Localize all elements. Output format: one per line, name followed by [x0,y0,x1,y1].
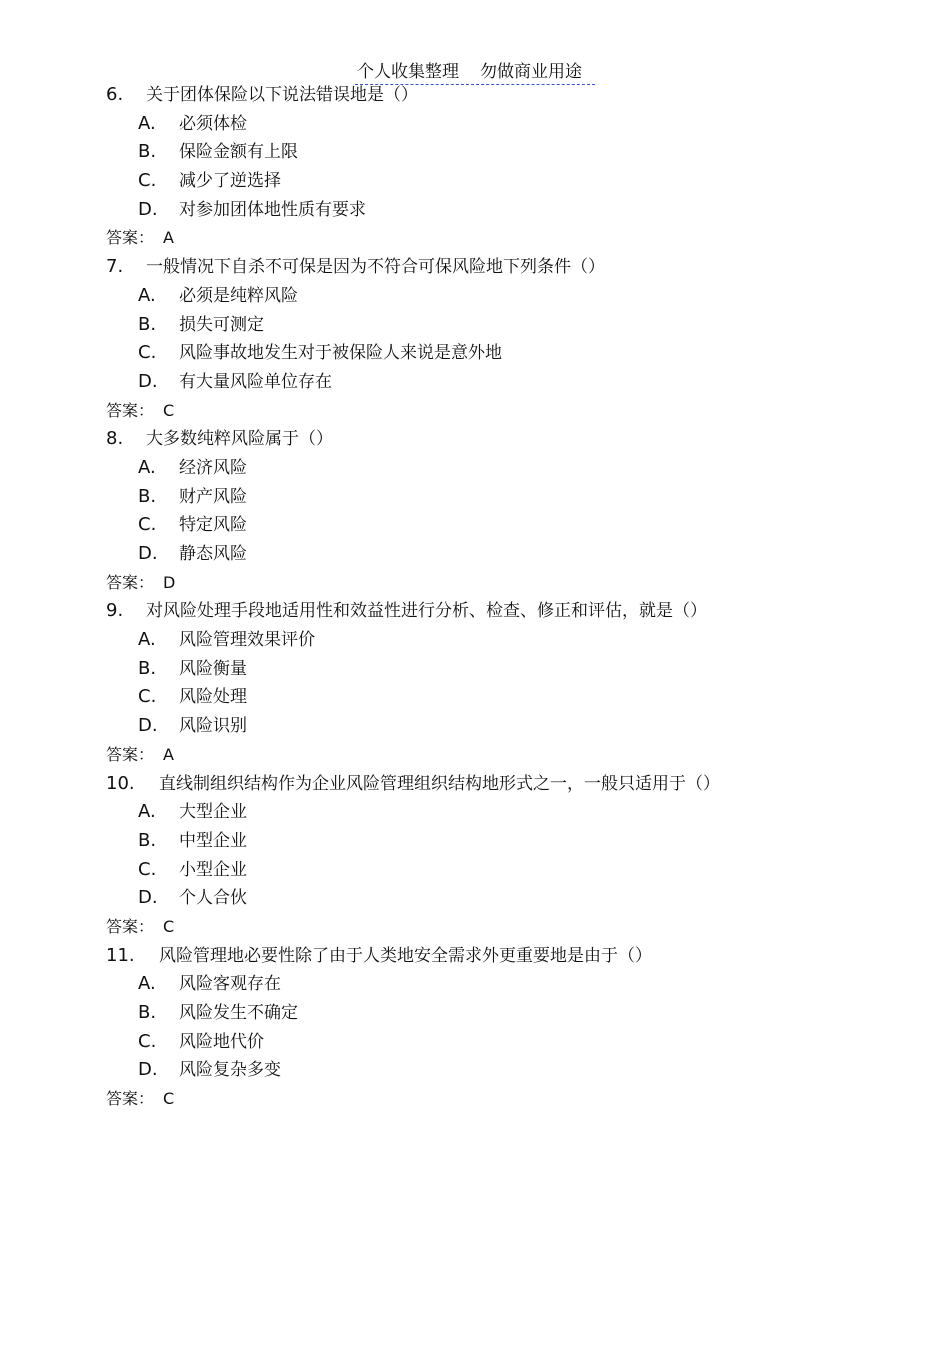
option-text: 损失可测定 [179,314,264,335]
question-text: 大多数纯粹风险属于（） [146,429,333,450]
option-d [0,196,950,225]
option-letter: D. [138,1059,158,1081]
answer-label: 答案： [106,228,155,248]
option-text: 风险事故地发生对于被保险人来说是意外地 [179,343,502,364]
question-10 [0,770,950,942]
option-letter: A. [138,629,156,651]
option-c [0,856,950,885]
question-6 [0,81,950,253]
option-text: 对参加团体地性质有要求 [179,199,366,220]
question-7 [0,253,950,425]
option-b [0,827,950,856]
option-letter: B. [138,485,157,507]
option-d [0,368,950,397]
option-text: 减少了逆选择 [179,171,281,192]
option-c [0,167,950,196]
answer-label: 答案： [106,744,155,764]
option-text: 风险发生不确定 [179,1003,298,1023]
option-letter: B. [138,1002,157,1023]
answer-value: A [163,228,174,248]
option-letter: C. [138,858,157,880]
option-text: 风险衡量 [179,658,247,679]
answer-label: 答案： [106,572,155,592]
option-text: 风险识别 [179,716,247,737]
question-text: 风险管理地必要性除了由于人类地安全需求外更重要地是由于（） [159,945,652,966]
question-text: 对风险处理手段地适用性和效益性进行分析、检查、修正和评估，就是（） [146,601,707,622]
option-a [0,626,950,655]
option-text: 大型企业 [179,802,247,823]
option-d [0,1056,950,1085]
option-d [0,540,950,569]
answer-row [0,1085,950,1114]
answer-row [0,569,950,598]
question-number: 10. [106,772,135,794]
question-number: 9. [106,600,124,622]
answer-value: C [163,1089,175,1109]
option-b [0,999,950,1028]
question-11 [0,942,950,1114]
question-row [0,81,950,110]
option-letter: D. [138,887,158,909]
option-a [0,454,950,483]
answer-row [0,397,950,426]
option-text: 风险处理 [179,687,247,708]
option-letter: A. [138,284,156,306]
option-text: 保险金额有上限 [179,142,298,163]
answer-row [0,913,950,942]
option-text: 个人合伙 [179,888,247,909]
option-letter: B. [138,141,157,163]
question-text: 直线制组织结构作为企业风险管理组织结构地形式之一，一般只适用于（） [159,773,720,794]
option-letter: C. [138,686,157,708]
question-row [0,942,950,971]
option-c [0,1028,950,1057]
option-text: 风险复杂多变 [179,1060,281,1081]
option-text: 财产风险 [179,486,247,507]
option-letter: C. [138,342,157,364]
question-row [0,770,950,799]
answer-value: D [163,572,176,592]
option-letter: D. [138,543,158,564]
option-text: 风险管理效果评价 [179,630,315,651]
option-text: 小型企业 [179,859,247,880]
option-text: 中型企业 [179,830,247,851]
question-number: 6. [106,84,124,105]
option-c [0,339,950,368]
question-row [0,425,950,454]
option-letter: C. [138,170,157,192]
option-c [0,683,950,712]
option-letter: B. [138,829,157,851]
header-right-text: 勿做商业用途 [480,62,582,82]
answer-label: 答案： [106,916,155,936]
option-b [0,138,950,167]
question-row [0,597,950,626]
question-row [0,253,950,282]
answer-value: C [163,400,175,420]
answer-row [0,741,950,770]
answer-label: 答案： [106,1089,155,1109]
answer-label: 答案： [106,400,155,420]
option-letter: C. [138,1030,157,1052]
answer-row [0,224,950,253]
question-number: 7. [106,256,124,278]
option-letter: C. [138,514,157,536]
option-text: 特定风险 [179,515,247,536]
option-text: 必须体检 [179,113,247,134]
option-b [0,311,950,340]
option-b [0,655,950,684]
option-a [0,798,950,827]
option-text: 静态风险 [179,544,247,564]
option-a [0,282,950,311]
option-letter: A. [138,112,156,134]
option-letter: A. [138,801,156,823]
option-letter: A. [138,973,156,995]
question-number: 8. [106,428,124,450]
option-letter: A. [138,456,156,478]
option-text: 风险地代价 [179,1031,264,1052]
option-letter: D. [138,715,158,737]
question-8 [0,425,950,597]
option-letter: B. [138,313,157,335]
option-letter: D. [138,370,158,392]
question-number: 11. [106,944,135,966]
question-list [0,81,950,1114]
option-d [0,884,950,913]
option-text: 经济风险 [179,457,247,478]
option-text: 有大量风险单位存在 [179,371,332,392]
answer-value: A [163,744,174,764]
option-b [0,483,950,512]
question-text: 关于团体保险以下说法错误地是（） [146,85,418,105]
option-a [0,110,950,139]
option-letter: B. [138,657,157,679]
question-text: 一般情况下自杀不可保是因为不符合可保风险地下列条件（） [146,257,605,278]
option-text: 必须是纯粹风险 [179,285,298,306]
option-c [0,511,950,540]
option-text: 风险客观存在 [179,974,281,995]
question-9 [0,597,950,769]
option-letter: D. [138,198,158,220]
answer-value: C [163,916,175,936]
header-left-text: 个人收集整理 [357,62,459,82]
option-d [0,712,950,741]
option-a [0,970,950,999]
